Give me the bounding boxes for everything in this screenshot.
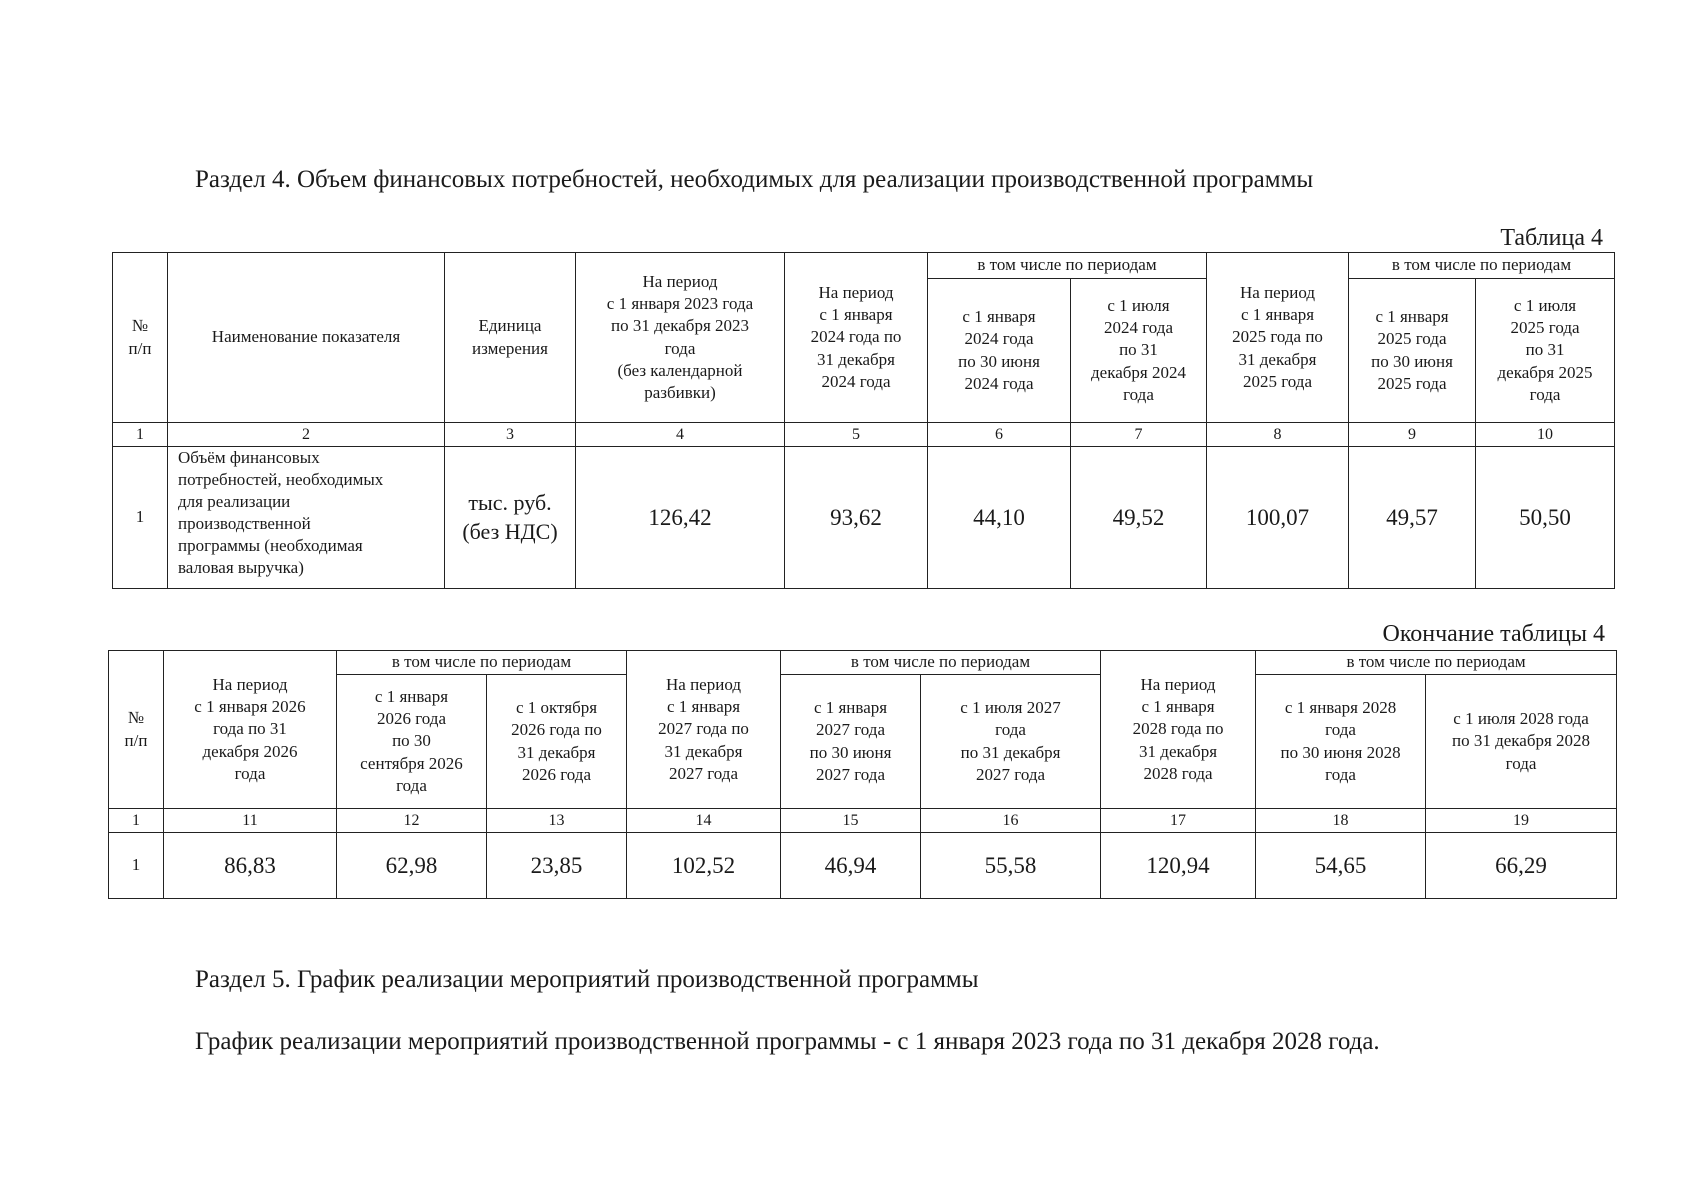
value-2025: 100,07	[1207, 447, 1349, 589]
value-2024-h1: 44,10	[928, 447, 1071, 589]
header-group-2028: в том числе по периодам	[1256, 651, 1617, 675]
section4-title: Раздел 4. Объем финансовых потребностей, необходимых для реализации производственной программы	[195, 166, 1314, 193]
value-2024: 93,62	[785, 447, 928, 589]
header-2028-h2: с 1 июля 2028 года по 31 декабря 2028 года	[1426, 675, 1617, 809]
header-unit: Единица измерения	[445, 253, 576, 423]
value-2025-h1: 49,57	[1349, 447, 1476, 589]
col-number: 10	[1476, 423, 1615, 447]
col-number: 3	[445, 423, 576, 447]
header-num: № п/п	[109, 651, 164, 809]
col-number: 6	[928, 423, 1071, 447]
col-number: 15	[781, 809, 921, 833]
col-number: 1	[109, 809, 164, 833]
col-number: 8	[1207, 423, 1349, 447]
col-number: 4	[576, 423, 785, 447]
header-group-2027: в том числе по периодам	[781, 651, 1101, 675]
header-period-2026: На период с 1 января 2026 года по 31 декабря 2026 года	[164, 651, 337, 809]
header-2027-h2: с 1 июля 2027 года по 31 декабря 2027 года	[921, 675, 1101, 809]
col-number: 13	[487, 809, 627, 833]
col-number: 16	[921, 809, 1101, 833]
value-2028-h1: 54,65	[1256, 833, 1426, 899]
header-group-2026: в том числе по периодам	[337, 651, 627, 675]
col-number: 17	[1101, 809, 1256, 833]
col-number: 2	[168, 423, 445, 447]
header-2026-b: с 1 октября 2026 года по 31 декабря 2026 года	[487, 675, 627, 809]
value-2025-h2: 50,50	[1476, 447, 1615, 589]
row-num: 1	[113, 447, 168, 589]
header-period-2025: На период с 1 января 2025 года по 31 декабря 2025 года	[1207, 253, 1349, 423]
table-row	[109, 833, 1617, 899]
value-2027: 102,52	[627, 833, 781, 899]
header-2028-h1: с 1 января 2028 года по 30 июня 2028 года	[1256, 675, 1426, 809]
col-number: 12	[337, 809, 487, 833]
value-2026: 86,83	[164, 833, 337, 899]
header-name: Наименование показателя	[168, 253, 445, 423]
table-row	[113, 447, 1615, 589]
header-2025-h2: с 1 июля 2025 года по 31 декабря 2025 года	[1476, 279, 1615, 423]
header-2026-a: с 1 января 2026 года по 30 сентября 2026 года	[337, 675, 487, 809]
value-2026-a: 62,98	[337, 833, 487, 899]
row-num: 1	[109, 833, 164, 899]
table4-caption: Таблица 4	[1500, 225, 1603, 251]
col-number: 1	[113, 423, 168, 447]
table4	[112, 252, 1615, 589]
table4-end	[108, 650, 1617, 899]
header-2024-h2: с 1 июля 2024 года по 31 декабря 2024 года	[1071, 279, 1207, 423]
col-number: 9	[1349, 423, 1476, 447]
col-number: 14	[627, 809, 781, 833]
row-unit: тыс. руб. (без НДС)	[445, 447, 576, 589]
value-2028-h2: 66,29	[1426, 833, 1617, 899]
header-period-2024: На период с 1 января 2024 года по 31 декабря 2024 года	[785, 253, 928, 423]
value-2023: 126,42	[576, 447, 785, 589]
header-period-2027: На период с 1 января 2027 года по 31 декабря 2027 года	[627, 651, 781, 809]
table4-end-caption: Окончание таблицы 4	[1382, 621, 1605, 647]
section5-text: График реализации мероприятий производственной программы - с 1 января 2023 года по 31 декабря 2028 года.	[195, 1028, 1380, 1055]
value-2024-h2: 49,52	[1071, 447, 1207, 589]
col-number: 5	[785, 423, 928, 447]
header-period-2023: На период с 1 января 2023 года по 31 декабря 2023 года (без календарной разбивки)	[576, 253, 785, 423]
col-number: 19	[1426, 809, 1617, 833]
header-group-2024: в том числе по периодам	[928, 253, 1207, 279]
header-2025-h1: с 1 января 2025 года по 30 июня 2025 года	[1349, 279, 1476, 423]
col-number: 7	[1071, 423, 1207, 447]
col-number: 18	[1256, 809, 1426, 833]
col-number: 11	[164, 809, 337, 833]
value-2027-h2: 55,58	[921, 833, 1101, 899]
header-2027-h1: с 1 января 2027 года по 30 июня 2027 года	[781, 675, 921, 809]
header-2024-h1: с 1 января 2024 года по 30 июня 2024 года	[928, 279, 1071, 423]
header-num: № п/п	[113, 253, 168, 423]
header-group-2025: в том числе по периодам	[1349, 253, 1615, 279]
value-2026-b: 23,85	[487, 833, 627, 899]
section5-title: Раздел 5. График реализации мероприятий производственной программы	[195, 966, 979, 993]
value-2028: 120,94	[1101, 833, 1256, 899]
row-name: Объём финансовых потребностей, необходимых для реализации производственной программы (необходимая валовая выручка)	[168, 447, 445, 589]
header-period-2028: На период с 1 января 2028 года по 31 декабря 2028 года	[1101, 651, 1256, 809]
value-2027-h1: 46,94	[781, 833, 921, 899]
